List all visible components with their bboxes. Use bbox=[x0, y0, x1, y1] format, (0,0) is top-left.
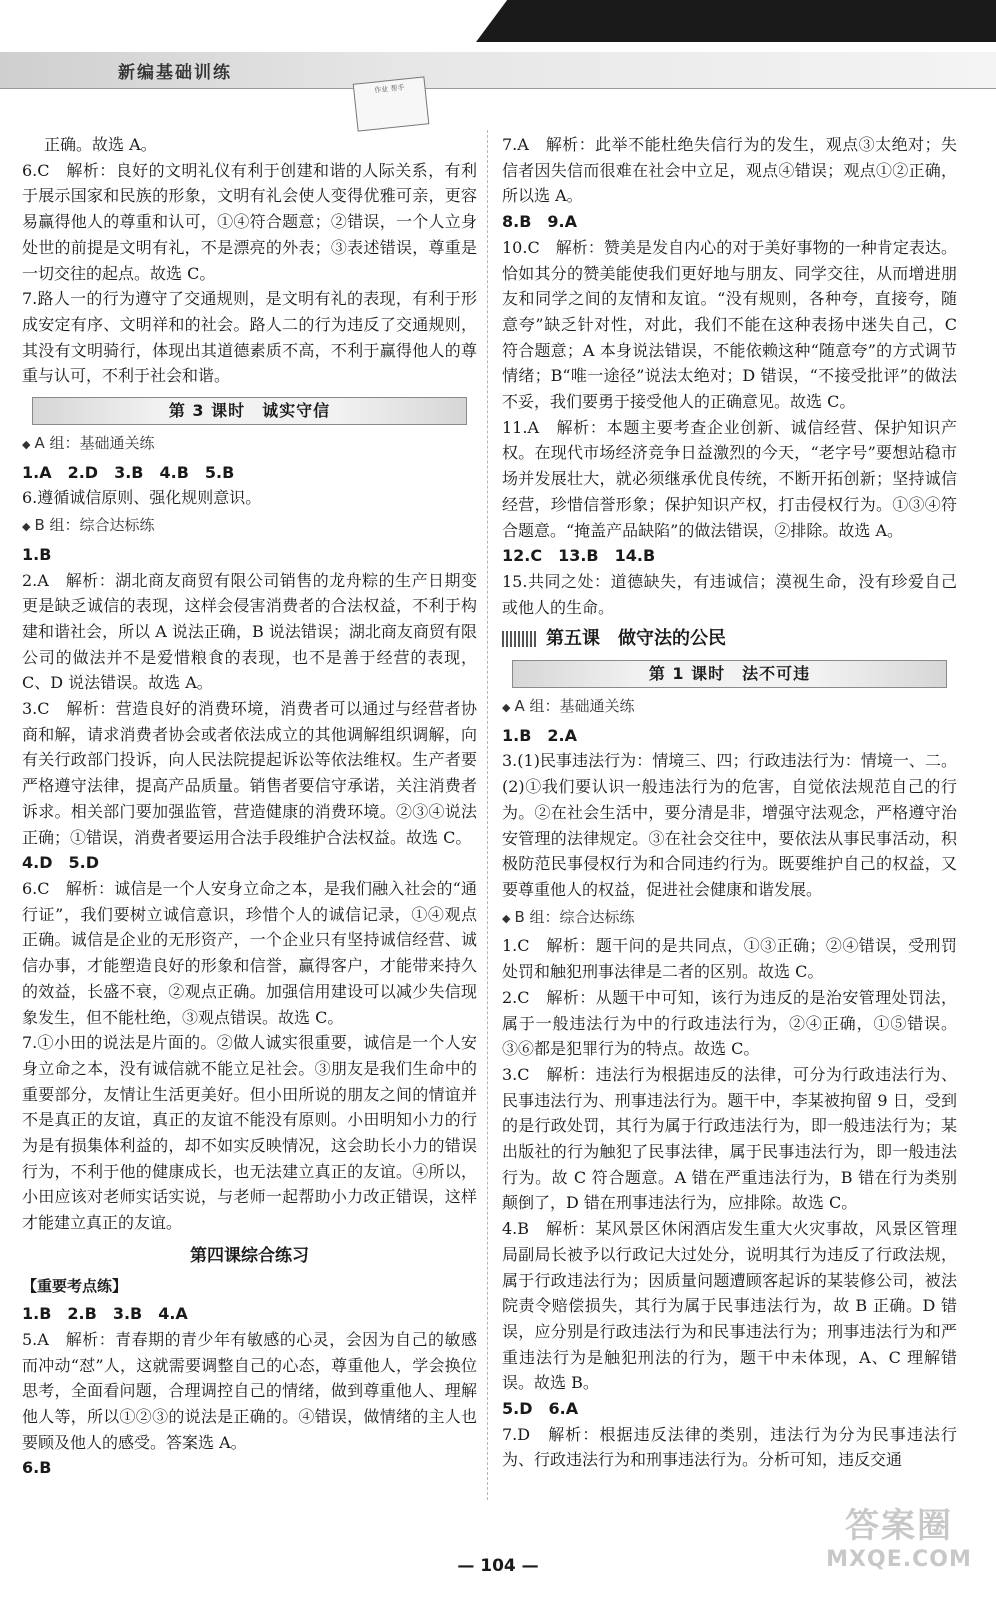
answer-line: 12.C 13.B 14.B bbox=[502, 546, 656, 566]
answer-text: 正确。故选 A。 bbox=[44, 135, 157, 154]
group-a-label bbox=[502, 694, 957, 721]
group-b-label bbox=[502, 905, 957, 932]
answer-line: 1.B bbox=[22, 544, 52, 564]
answer-text: 3.(1)民事违法行为：情境三、四；行政违法行为：情境一、二。(2)①我们要认识一般违法行为的危害，自觉依法规范自己的行为。②在社会生活中，要分清是非，增强守法观念，严格遵守治安管理的法律规定。③在社会交往中，要依法从事民事活动，积极防范民事侵权行为和合同违约行为。既要维护自己的权益，又要尊重他人的权益，促进社会健康和谐发展。 bbox=[502, 751, 957, 899]
answer-line: 1.A 2.D 3.B 4.B 5.B bbox=[22, 462, 235, 482]
watermark-small: MXQE.COM bbox=[826, 1547, 972, 1572]
answer-line: 4.D 5.D bbox=[22, 853, 99, 873]
bars-icon bbox=[502, 631, 538, 647]
answer-text: 2.C 解析：从题干中可知，该行为违反的是治安管理处罚法，属于一般违法行为中的行政违法行为，②④正确，①⑤错误。③⑥都是犯罪行为的特点。故选 C。 bbox=[502, 987, 957, 1059]
answer-text: 11.A 解析：本题主要考查企业创新、诚信经营、保护知识产权。在现代市场经济竞争日益激烈的今天，“老字号”要想站稳市场并发展壮大，就必须继承优良传统，不断开拓创新；坚持诚信经营，珍惜信誉形象；保护知识产权，打击侵权行为。①③④符合题意。“掩盖产品缺陷”的做法错误，②排除。故选 A。 bbox=[502, 417, 957, 540]
answer-text: 4.B 解析：某风景区休闲酒店发生重大火灾事故，风景区管理局副局长被予以行政记大过处分，说明其行为违反了行政法规，属于行政违法行为；因质量问题遭顾客起诉的某装修公司，被法院责令赔偿损失，其行为属于民事违法行为，故 B 正确。D 错误，应分别是行政违法行为和民事违法行为；刑事违法行为和严重违法行为是触犯刑法的行为，题干中未体现，A、C 理解错误。故选 B。 bbox=[502, 1219, 957, 1393]
answer-line: 6.B bbox=[22, 1458, 52, 1478]
stamp-logo: 作业 帮手 bbox=[353, 76, 430, 131]
page-header bbox=[0, 0, 996, 90]
answer-text: 6.遵循诚信原则、强化规则意识。 bbox=[22, 488, 262, 508]
answer-text: 3.C 解析：违法行为根据违反的法律，可分为行政违法行为、民事违法行为、刑事违法行为。题干中，李某被拘留 9 日，受到的是行政处罚，其行为属于行政违法行为，即一般违法行为；某出版社的行为触犯了民事法律，属于民事违法行为，即一般违法行为。故 C 符合题意。A 错在严重违法行为，B 错在行为类别颠倒了，D 错在刑事违法行为，应排除。故选 C。 bbox=[502, 1064, 957, 1213]
answer-line: 8.B 9.A bbox=[502, 212, 578, 232]
left-column bbox=[22, 132, 477, 1481]
group-b-text: B 组：综合达标练 bbox=[514, 907, 635, 926]
review-title: 第四课综合练习 bbox=[190, 1245, 309, 1266]
diamond-icon: ◆ bbox=[502, 911, 511, 925]
answer-text: 1.C 解析：题干问的是共同点，①③正确；②④错误，受刑罚处罚和触犯刑事法律是二者的区别。故选 C。 bbox=[502, 936, 957, 982]
answer-line: 1.B 2.A bbox=[502, 725, 578, 745]
right-column bbox=[502, 132, 957, 1473]
group-b-text: B 组：综合达标练 bbox=[34, 516, 155, 535]
diamond-icon: ◆ bbox=[22, 438, 31, 452]
answer-text: 10.C 解析：赞美是发自内心的对于美好事物的一种肯定表达。恰如其分的赞美能使我们更好地与朋友、同学交往，从而增进朋友和同学之间的友情和友谊。“没有规则，各种夸，直接夸，随意夸”缺乏针对性，对此，我们不能在这种表扬中迷失自己，C 符合题意；A 本身说法错误，不能依赖这种“随意夸”的方式调节情绪；B“唯一途径”说法太绝对；D 错误，“不接受批评”的做法不妥，我们要勇于接受他人的正确意见。故选 C。 bbox=[502, 237, 957, 412]
answer-line: 1.B 2.B 3.B 4.A bbox=[22, 1304, 188, 1324]
answer-text: 5.A 解析：青春期的青少年有敏感的心灵，会因为自己的敏感而冲动“怼”人，这就需要调整自己的心态，尊重他人，学会换位思考，全面看问题，合理调控自己的情绪，做到尊重他人、理解他人等，所以①②③的说法是正确的。④错误，做情绪的主人也要顾及他人的感受。答案选 A。 bbox=[22, 1329, 477, 1452]
group-a-text: A 组：基础通关练 bbox=[34, 434, 155, 453]
diamond-icon: ◆ bbox=[22, 520, 31, 534]
answer-text: 2.A 解析：湖北商友商贸有限公司销售的龙舟粽的生产日期变更是缺乏诚信的表现，这样会侵害消费者的合法权益，不利于构建和谐社会，所以 A 说法正确，B 说法错误；湖北商友商贸有限公司的做法并不是爱惜粮食的表现，也不是善于经营的表现，C、D 说法错误。故选 A。 bbox=[22, 570, 477, 693]
unit-title-text: 第五课 做守法的公民 bbox=[546, 628, 726, 650]
lesson-title-banner: 第 3 课时 诚实守信 bbox=[32, 397, 467, 425]
series-title: 新编基础训练 bbox=[118, 63, 232, 83]
lesson-title-banner: 第 1 课时 法不可违 bbox=[512, 660, 947, 688]
group-a-label bbox=[22, 431, 477, 458]
page-number: — 104 — bbox=[457, 1556, 539, 1576]
answer-text: 15.共同之处：道德缺失，有违诚信；漠视生命，没有珍爱自己或他人的生命。 bbox=[502, 571, 957, 617]
watermark-big: 答案圈 bbox=[845, 1506, 953, 1546]
answer-text: 6.C 解析：诚信是一个人安身立命之本，是我们融入社会的“通行证”，我们要树立诚信意识，珍惜个人的诚信记录，①④观点正确。诚信是企业的无形资产，一个企业只有坚持诚信经营、诚信办事，才能塑造良好的形象和信誉，赢得客户，才能带来持久的效益，长盛不衰，②观点正确。加强信用建设可以减少失信现象发生，但不能杜绝，③观点错误。故选 C。 bbox=[22, 878, 477, 1027]
answer-text: 7.路人一的行为遵守了交通规则，是文明有礼的表现，有利于形成安定有序、文明祥和的社会。路人二的行为违反了交通规则，其没有文明骑行，体现出其道德素质不高，不利于赢得他人的尊重与认可，不利于社会和谐。 bbox=[22, 289, 477, 386]
answer-text: 7.A 解析：此举不能杜绝失信行为的发生，观点③太绝对；失信者因失信而很难在社会中立足，观点④错误；观点①②正确，所以选 A。 bbox=[502, 135, 957, 206]
page-number-value: 104 bbox=[480, 1556, 516, 1576]
answer-text: 7.D 解析：根据违反法律的类别，违法行为分为民事违法行为、行政违法行为和刑事违法行为。分析可知，违反交通 bbox=[502, 1424, 957, 1470]
header-black-band bbox=[476, 0, 996, 42]
answer-text: 7.①小田的说法是片面的。②做人诚实很重要，诚信是一个人安身立命之本，没有诚信就不能立足社会。③朋友是我们生命中的重要部分，友情让生活更美好。但小田所说的朋友之间的情谊并不是真正的友谊，真正的友谊不能没有原则。小田明知小力的行为是有损集体利益的，却不如实反映情况，这会助长小力的错误行为，不利于他的健康成长，也无法建立真正的友谊。④所以，小田应该对老师实话实说，与老师一起帮助小力改正错误，这样才能建立真正的友谊。 bbox=[22, 1033, 477, 1233]
diamond-icon: ◆ bbox=[502, 701, 511, 715]
group-b-label bbox=[22, 513, 477, 540]
column-divider bbox=[487, 130, 489, 1500]
key-points-title: 【重要考点练】 bbox=[22, 1276, 128, 1295]
answer-line: 5.D 6.A bbox=[502, 1399, 579, 1419]
answer-text: 6.C 解析：良好的文明礼仪有利于创建和谐的人际关系，有利于展示国家和民族的形象，文明有礼会使人变得优雅可亲，更容易赢得他人的尊重和认可，①④符合题意；②错误，一个人立身处世的前提是文明有礼，不是漂亮的外表；③表述错误，尊重是一切交往的起点。故选 C。 bbox=[22, 160, 477, 283]
answer-text: 3.C 解析：营造良好的消费环境，消费者可以通过与经营者协商和解，请求消费者协会或者依法成立的其他调解组织调解，向有关行政部门投诉，向人民法院提起诉讼等依法维权。生产者要严格遵守法律，提高产品质量。销售者要信守承诺，关注消费者诉求。相关部门要加强监管，营造健康的消费环境。②③④说法正确；①错误，消费者要运用合法手段维护合法权益。故选 C。 bbox=[22, 699, 477, 847]
group-a-text: A 组：基础通关练 bbox=[514, 697, 635, 716]
watermark-logo bbox=[814, 1498, 984, 1594]
unit-title bbox=[502, 626, 957, 652]
